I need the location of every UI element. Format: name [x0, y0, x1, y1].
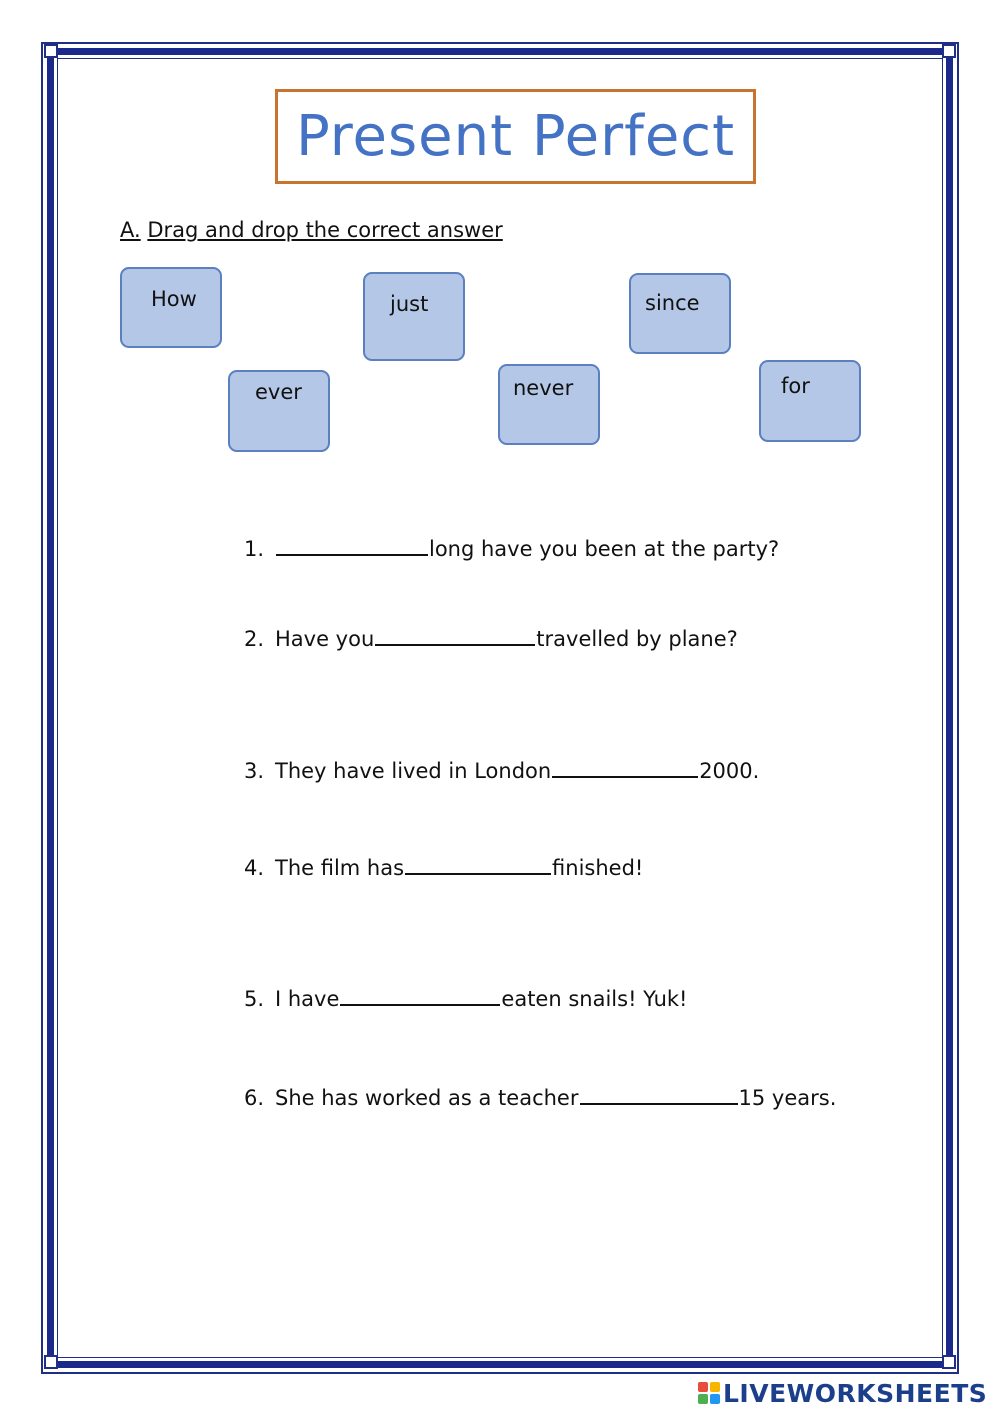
instruction-text: Drag and drop the correct answer: [147, 218, 503, 242]
answer-drop-zone-5[interactable]: [340, 982, 500, 1006]
border-corner-ornament: [942, 1355, 956, 1369]
word-tile-ever[interactable]: [228, 370, 330, 452]
answer-drop-zone-1[interactable]: [276, 532, 428, 556]
word-tile-how[interactable]: [120, 267, 222, 348]
logo-square: [710, 1382, 720, 1392]
instruction: [120, 218, 503, 242]
question-text-before: They have lived in London: [275, 759, 552, 783]
border-corner-ornament: [942, 44, 956, 58]
liveworksheets-logo-icon: [698, 1382, 720, 1404]
answer-drop-zone-2[interactable]: [375, 622, 535, 646]
logo-square: [710, 1394, 720, 1404]
question-number: 6.: [244, 1086, 265, 1110]
word-tile-since[interactable]: [629, 273, 731, 354]
question-text-after: 15 years.: [738, 1086, 837, 1110]
border-corner-ornament: [44, 1355, 58, 1369]
word-tile-never[interactable]: [498, 364, 600, 445]
question-text-after: eaten snails! Yuk!: [501, 987, 688, 1011]
question-number: 4.: [244, 856, 265, 880]
question-number: 2.: [244, 627, 265, 651]
question-text-after: 2000.: [699, 759, 760, 783]
question-number: 5.: [244, 987, 265, 1011]
question-4: [244, 851, 643, 880]
question-text-after: long have you been at the party?: [429, 537, 780, 561]
logo-square: [698, 1394, 708, 1404]
word-label: just: [390, 292, 429, 316]
word-tile-just[interactable]: [363, 272, 465, 361]
question-text-after: finished!: [552, 856, 644, 880]
answer-drop-zone-3[interactable]: [552, 754, 698, 778]
question-3: [244, 754, 759, 783]
question-text-before: The film has: [275, 856, 405, 880]
word-tile-for[interactable]: [759, 360, 861, 442]
question-text-before: She has worked as a teacher: [275, 1086, 579, 1110]
answer-drop-zone-4[interactable]: [405, 851, 551, 875]
question-number: 3.: [244, 759, 265, 783]
instruction-letter: A.: [120, 218, 141, 242]
word-label: never: [513, 376, 574, 400]
answer-drop-zone-6[interactable]: [580, 1081, 738, 1105]
word-label: ever: [255, 380, 302, 404]
word-label: since: [645, 291, 700, 315]
question-1: [244, 532, 779, 561]
question-text-before: Have you: [275, 627, 375, 651]
question-text-before: I have: [275, 987, 340, 1011]
liveworksheets-brand: [698, 1378, 987, 1408]
word-label: How: [151, 287, 197, 311]
logo-square: [698, 1382, 708, 1392]
question-6: [244, 1081, 836, 1110]
question-2: [244, 622, 738, 651]
question-text-after: travelled by plane?: [536, 627, 738, 651]
border-corner-ornament: [44, 44, 58, 58]
page-border-inner: [57, 58, 943, 1358]
question-number: 1.: [244, 537, 265, 561]
brand-name: LIVEWORKSHEETS: [723, 1378, 988, 1408]
word-label: for: [781, 374, 810, 398]
title-box: [275, 89, 756, 184]
question-5: [244, 982, 687, 1011]
page-title: Present Perfect: [295, 104, 736, 169]
